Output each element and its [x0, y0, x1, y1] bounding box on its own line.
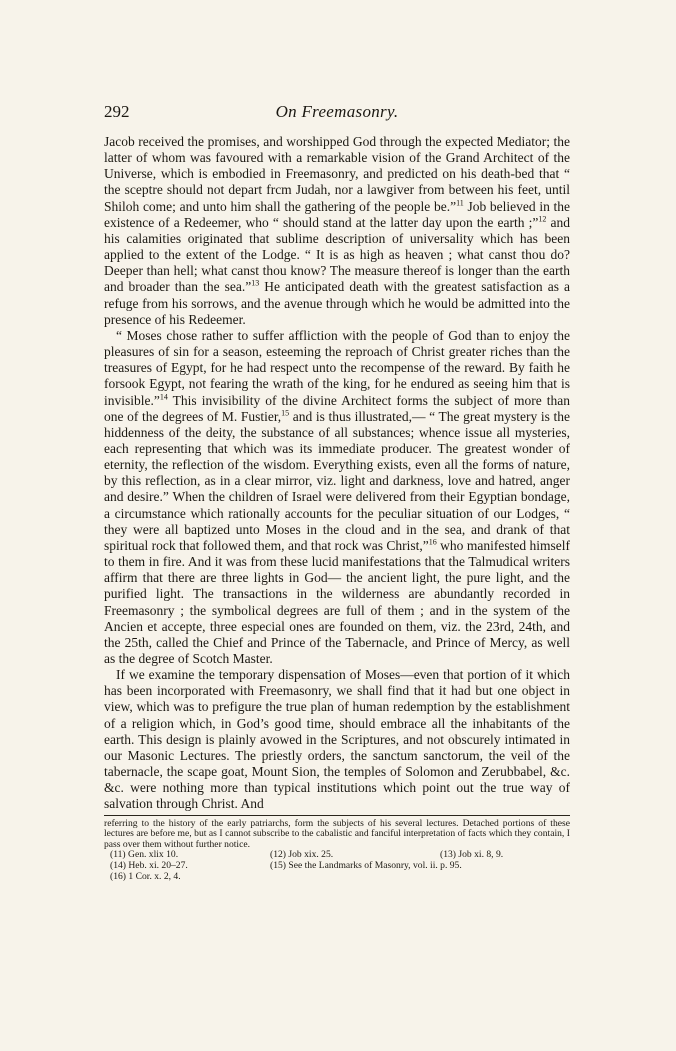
footnote-list — [104, 850, 570, 882]
footnote-row — [104, 872, 570, 883]
footnote: (13) Job xi. 8, 9. — [440, 849, 504, 861]
footnote-row — [104, 861, 570, 872]
footnote-continuation: referring to the history of the early patriarchs, form the subjects of his several lectures. Detached portions of these lectures are before me, but as I cannot subscribe to the cabalistic and fanciful interpretation of facts which they contain, I pass over them without further notice. — [104, 817, 570, 850]
paragraph — [104, 667, 570, 812]
footnote-ref: 12 — [538, 214, 547, 224]
paragraph — [104, 328, 570, 667]
paragraph-text: This invisibility of the divine Architect forms the subject of more than one of the degrees of M. Fustier, — [104, 392, 570, 424]
footnote-ref: 16 — [428, 537, 437, 547]
paragraph-text: Job believed in the existence of a Redeemer, who “ should stand at the latter day upon the earth ;” — [104, 198, 570, 230]
footnote-ref: 11 — [456, 198, 464, 208]
footnote: (11) Gen. xlix 10. — [110, 849, 179, 861]
page-header — [104, 102, 570, 130]
paragraph-text: Jacob received the promises, and worshipped God through the expected Mediator; the latter of whom was favoured with a remarkable vision of the Grand Architect of the Universe, which is embodied in Freemasonry, and predicted on his death-bed that “ the sceptre should not depart frcm Judah, nor a lawgiver from between his feet, until Shiloh come; and unto him shall the gathering of the people be.” — [104, 134, 570, 214]
paragraph-text: who manifested himself to them in fire. And it was from these lucid manifestations that the Talmudical writers affirm that there are three lights in God— the ancient light, the pure light, and the purified light. The transactions in the wilderness are abundantly recorded in Freemasonry ; the symbolical degrees are full of them ; and in the system of the Ancien et accepte, three especial ones are founded on them, viz. the 23rd, 24th, and the 25th, called the Chief and Prince of the Tabernacle, and Prince of Mercy, as well as the degree of Scotch Master. — [104, 537, 570, 666]
paragraph-text: and is thus illustrated,— “ The great mystery is the hiddenness of the deity, the substance of all substances; whence issue all mysteries, each representing that which was its immediate producer. The greatest wonder of eternity, the reflection of the wisdom. Everything exists, even all the forms of nature, by this reflection, as in a clear mirror, viz. light and darkness, love and hatred, anger and desire.” When the children of Israel were delivered from their Egyptian bondage, a circumstance which rationally accounts for the peculiar situation of our Lodges, “ they were all baptized unto Moses in the cloud and in the sea, and drank of that spiritual rock that followed them, and that rock was Christ,” — [104, 408, 570, 553]
running-title: On Freemasonry. — [275, 102, 399, 121]
footnote: (14) Heb. xi. 20–27. — [110, 859, 188, 871]
footnote: (16) 1 Cor. x. 2, 4. — [110, 870, 181, 882]
page-number: 292 — [104, 102, 130, 121]
paragraph — [104, 134, 570, 328]
footnotes — [104, 819, 570, 883]
footnote: (15) See the Landmarks of Masonry, vol. ii. p. 95. — [270, 859, 462, 871]
paragraph-text: “ Moses chose rather to suffer affliction with the people of God than to enjoy the pleasures of sin for a season, esteeming the reproach of Christ greater riches than the treasures of Egypt, for he had respect unto the recompense of the reward. By faith he forsook Egypt, not fearing the wrath of the king, for he endured as seeing him that is invisible.” — [104, 327, 570, 408]
book-page — [104, 102, 570, 882]
footnote-ref: 13 — [251, 278, 260, 288]
body-text — [104, 134, 570, 813]
paragraph-text: If we examine the temporary dispensation of Moses—even that portion of it which has been incorporated with Freemasonry, we shall find that it had but one object in view, which was to prefigure the true plan of human redemption by the establishment of a religion which, in God’s good time, should embrace all the inhabitants of the earth. This design is plainly avowed in the Scriptures, and not obscurely intimated in our Masonic Lectures. The priestly orders, the sanctum sanctorum, the veil of the tabernacle, the scape goat, Mount Sion, the temples of Solomon and Zerubbabel, &c. &c. were nothing more than typical institutions which point out the true way of salvation through Christ. And — [104, 667, 570, 812]
paragraph-text: and his calamities originated that sublime description of universality which has been applied to the extent of the Lodge. “ It is as high as heaven ; what canst thou do? Deeper than hell; what canst thou know? The measure thereof is longer than the earth and broader than the sea.” — [104, 214, 570, 295]
paragraph-text: He anticipated death with the greatest satisfaction as a refuge from his sorrows, and the avenue through which he would be admitted into the presence of his Redeemer. — [104, 279, 570, 327]
footnote-ref: 14 — [159, 392, 168, 401]
footnote: (12) Job xix. 25. — [270, 849, 334, 861]
footnote-ref: 15 — [281, 408, 290, 418]
footnote-divider — [104, 815, 570, 816]
